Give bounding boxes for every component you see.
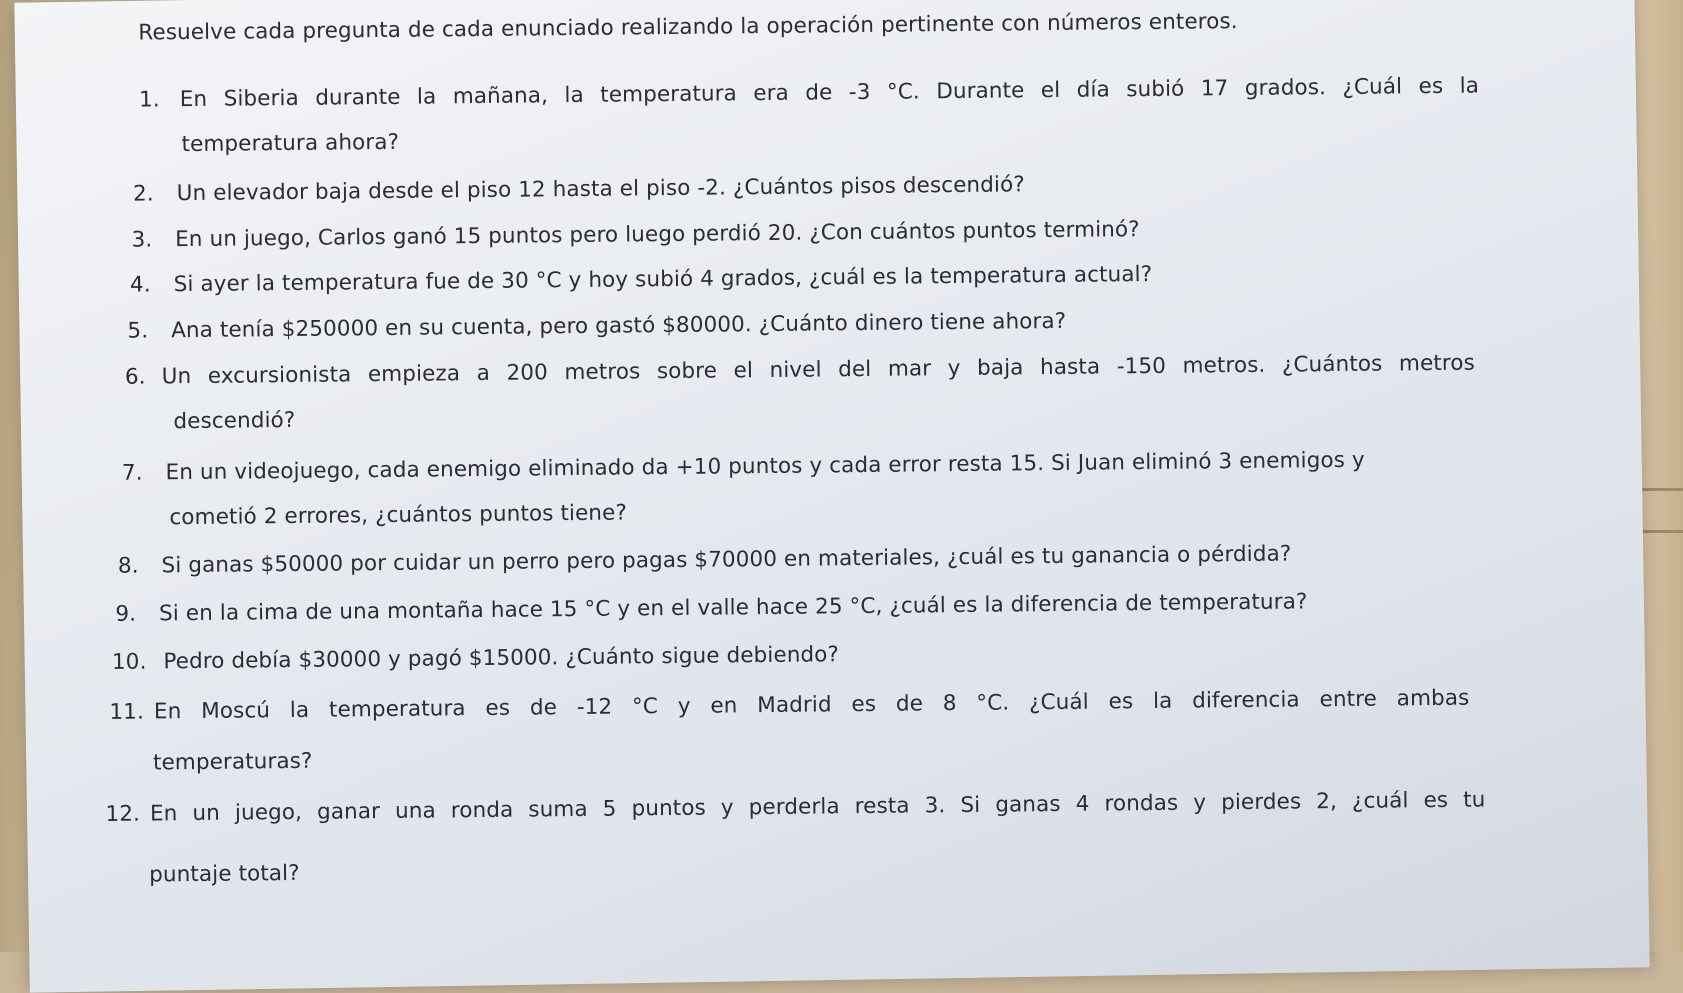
problem-2 bbox=[133, 172, 1025, 206]
problem-10-number: 10. bbox=[111, 649, 147, 675]
problem-2-number: 2. bbox=[132, 181, 154, 207]
problem-11-text: En Moscú la temperatura es de -12 °C y en Madrid es de 8 °C. ¿Cuál es la diferencia entre ambas bbox=[153, 685, 1470, 725]
problem-10-text: Pedro debía $30000 y pagó $15000. ¿Cuánto sigue debiendo? bbox=[163, 642, 840, 675]
problem-5 bbox=[127, 309, 1066, 344]
problem-1-text: En Siberia durante la mañana, la temperatura era de -3 °C. Durante el día subió 17 grados. ¿Cuál es la bbox=[179, 73, 1480, 113]
problem-7-line-1 bbox=[122, 448, 1365, 486]
problem-3-number: 3. bbox=[131, 227, 153, 253]
problem-8-text: Si ganas $50000 por cuidar un perro pero pagas $70000 en materiales, ¿cuál es tu ganancia o pérdida? bbox=[161, 541, 1292, 579]
problem-8-number: 8. bbox=[117, 553, 139, 579]
problem-7-text: En un videojuego, cada enemigo eliminado da +10 puntos y cada error resta 15. Si Juan eliminó 3 enemigos y bbox=[165, 447, 1365, 486]
problem-4-text: Si ayer la temperatura fue de 30 °C y hoy subió 4 grados, ¿cuál es la temperatura actual? bbox=[173, 261, 1153, 298]
problem-4-number: 4. bbox=[129, 272, 151, 298]
problem-1-number: 1. bbox=[138, 87, 160, 113]
problem-5-text: Ana tenía $250000 en su cuenta, pero gastó $80000. ¿Cuánto dinero tiene ahora? bbox=[170, 308, 1067, 344]
problem-8 bbox=[118, 542, 1292, 579]
problem-9-text: Si en la cima de una montaña hace 15 °C y en el valle hace 25 °C, ¿cuál es la diferencia de temperatura? bbox=[158, 589, 1308, 627]
problem-3-text: En un juego, Carlos ganó 15 puntos pero luego perdió 20. ¿Con cuántos puntos terminó? bbox=[175, 217, 1140, 253]
problem-10 bbox=[112, 642, 839, 675]
problem-6-line-2: descendió? bbox=[173, 407, 296, 435]
problem-11-number: 11. bbox=[109, 699, 145, 725]
problem-7-number: 7. bbox=[121, 460, 143, 486]
problem-5-number: 5. bbox=[127, 318, 149, 344]
instructions: Resuelve cada pregunta de cada enunciado realizando la operación pertinente con números enteros. bbox=[138, 9, 1238, 46]
problem-12-line-1 bbox=[105, 787, 1485, 826]
problem-11-line-2: temperaturas? bbox=[152, 748, 313, 776]
problem-9-number: 9. bbox=[115, 601, 137, 627]
problem-2-text: Un elevador baja desde el piso 12 hasta el piso -2. ¿Cuántos pisos descendió? bbox=[176, 172, 1025, 207]
problem-6-text: Un excursionista empieza a 200 metros sobre el nivel del mar y baja hasta -150 metros. ¿Cuántos metros bbox=[161, 350, 1476, 390]
problem-6-line-1 bbox=[125, 351, 1475, 390]
problem-6-number: 6. bbox=[124, 364, 146, 390]
problem-4 bbox=[130, 262, 1152, 298]
problem-12-text: En un juego, ganar una ronda suma 5 puntos y perderla resta 3. Si ganas 4 rondas y pierdes 2, ¿cuál es tu bbox=[149, 787, 1486, 827]
problem-12-line-2: puntaje total? bbox=[149, 860, 300, 888]
problem-11-line-1 bbox=[109, 686, 1469, 725]
problem-9 bbox=[115, 589, 1307, 626]
problem-1-line-2: temperatura ahora? bbox=[181, 129, 400, 158]
problem-1-line-1 bbox=[139, 74, 1479, 113]
problem-12-number: 12. bbox=[105, 801, 141, 827]
problem-7-line-2: cometió 2 errores, ¿cuántos puntos tiene? bbox=[169, 500, 628, 531]
problem-3 bbox=[131, 217, 1139, 253]
